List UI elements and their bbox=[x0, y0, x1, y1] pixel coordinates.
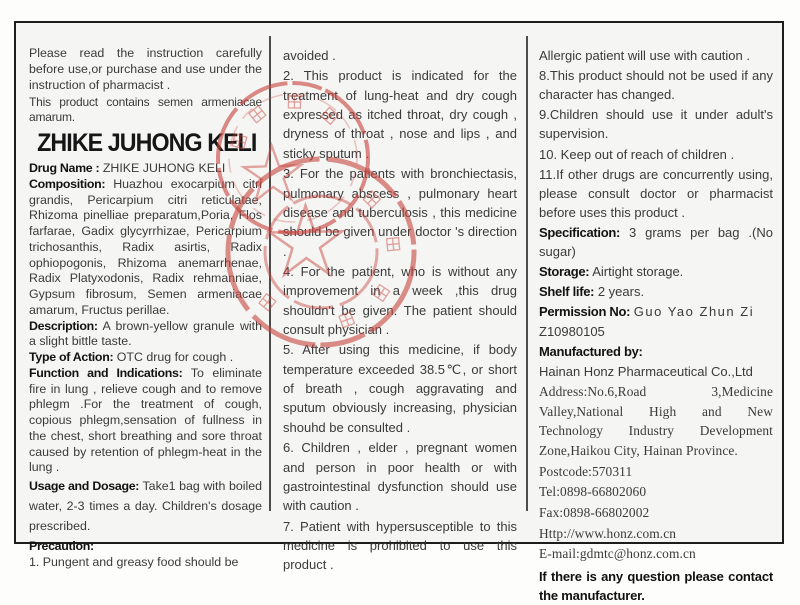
manufactured-by-label: Manufactured by: bbox=[539, 344, 643, 359]
usage-dosage-field bbox=[29, 476, 262, 536]
postcode-line: Postcode:570311 bbox=[539, 462, 773, 482]
manufacturer-name: Hainan Honz Pharmaceutical Co.,Ltd bbox=[539, 362, 773, 381]
permission-no-label: Permission No: bbox=[539, 304, 630, 319]
type-of-action-label: Type of Action: bbox=[29, 350, 113, 364]
precaution-item-7: 7. Patient with hypersusceptible to this medicine is prohibited to use this product . bbox=[283, 517, 517, 575]
precaution-item-5: 5. After using this medicine, if body temperature exceeded 38.5℃, or short of breath , cough aggravating and sputum obviously increasing, physician shouhd be consulted . bbox=[283, 340, 517, 437]
function-indications-label: Function and Indications: bbox=[29, 366, 182, 380]
description-text: A brown-yellow granule with a slight bittle taste. bbox=[29, 319, 262, 349]
fax-line: Fax:0898-66802002 bbox=[539, 503, 773, 523]
permission-no-number: Z10980105 bbox=[539, 324, 605, 339]
drug-name-field bbox=[29, 161, 262, 177]
description-label: Description: bbox=[29, 319, 98, 333]
permission-no-value: Guo Yao Zhun Zi bbox=[634, 304, 754, 319]
permission-no-field bbox=[539, 302, 773, 340]
precaution-item-11: 11.If other drugs are concurrently using, please consult doctor or pharmacist before uses this product . bbox=[539, 165, 773, 222]
manufactured-by-field bbox=[539, 342, 773, 361]
function-indications-field bbox=[29, 366, 262, 476]
specification-field bbox=[539, 223, 773, 261]
specification-label: Specification: bbox=[539, 225, 620, 240]
precaution-item-4: 4. For the patient, who is without any improvement in a week ,this drug shouldn't be given. The patient should consult physician . bbox=[283, 262, 517, 339]
contact-manufacturer-note: If there is any question please contact the manufacturer. bbox=[539, 567, 773, 605]
composition-text: Huazhou exocarpium citri grandis, Pericarpium citri reticulatae, Rhizoma pinelliae preparatum,Poria, Flos farfarae, Gadix glycyrrhizae, Pericarpium trichosanthis, Radix asirtis, Radix ophiopogonis, Rhizoma anemarrhenae, Radix Platyxodonis, Radix rehmanniae, Gypsum fibrosum, Semen armeniacae amarum, Fructus perillae. bbox=[29, 177, 262, 317]
description-field bbox=[29, 319, 262, 351]
precaution-item-6: 6. Children , elder , pregnant women and person in poor health or with gastrointestinal dysfunction should use with caution . bbox=[283, 438, 517, 515]
product-title: ZHIKE JUHONG KELI bbox=[37, 131, 254, 156]
type-of-action-field bbox=[29, 350, 262, 366]
shelf-life-field bbox=[539, 282, 773, 301]
intro-contains-note: This product contains semen armeniacae amarum. bbox=[29, 95, 262, 124]
intro-notice: Please read the instruction carefully before use,or purchase and use under the instruction of pharmacist . bbox=[29, 46, 262, 93]
column-middle bbox=[271, 23, 526, 542]
precaution-item-9: 9.Children should use it under adult's supervision. bbox=[539, 105, 773, 143]
precaution-item-3: 3. For the patients with bronchiectasis, pulmonary abscess , pulmonary heart disease and tuberculosis , this medicine should be given under doctor 's direction . bbox=[283, 164, 517, 261]
type-of-action-text: OTC drug for cough . bbox=[117, 350, 233, 364]
precaution-item-10: 10. Keep out of reach of children . bbox=[539, 145, 773, 164]
shelf-life-text: 2 years. bbox=[598, 284, 644, 299]
composition-label: Composition: bbox=[29, 177, 105, 191]
column-left bbox=[16, 23, 269, 542]
specification-text: 3 grams per bag .(No sugar) bbox=[539, 225, 773, 259]
shelf-life-label: Shelf life: bbox=[539, 284, 594, 299]
precaution-label: Precaution: bbox=[29, 539, 262, 555]
storage-text: Airtight storage. bbox=[592, 264, 683, 279]
column-right bbox=[528, 23, 782, 542]
usage-dosage-text: Take1 bag with boiled water, 2-3 times a day. Children's dosage prescribed. bbox=[29, 479, 262, 533]
website-line: Http://www.honz.com.cn bbox=[539, 524, 773, 544]
precaution-item-2: 2. This product is indicated for the treatment of lung-heat and dry cough expressed as itched throat, dry cough , dryness of throat , nose and lips , and sticky sputum . bbox=[283, 66, 517, 163]
drug-name-value: ZHIKE JUHONG KELI bbox=[103, 161, 226, 175]
precaution-item-8: 8.This product should not be used if any character has changed. bbox=[539, 66, 773, 104]
function-indications-text: To eliminate fire in lung , relieve cough and to remove phlegm .For the treatment of cough, copious phlegm,sensation of fullness in the chest, short breathing and sore throat caused by retention of phlegm-heat in the lung . bbox=[29, 366, 262, 475]
precaution-item-7-cont: Allergic patient will use with caution . bbox=[539, 46, 773, 65]
insert-sheet bbox=[14, 21, 784, 544]
manufacturer-address: Address:No.6,Road 3,Medicine Valley,National High and New Technology Industry Development Zone,Haikou City, Hainan Province. bbox=[539, 382, 773, 461]
precaution-item-1-cont: avoided . bbox=[283, 46, 517, 65]
drug-name-label: Drug Name : bbox=[29, 161, 99, 175]
storage-field bbox=[539, 262, 773, 281]
storage-label: Storage: bbox=[539, 264, 589, 279]
email-line: E-mail:gdmtc@honz.com.cn bbox=[539, 544, 773, 564]
tel-line: Tel:0898-66802060 bbox=[539, 482, 773, 502]
composition-field bbox=[29, 177, 262, 319]
precaution-item-1: 1. Pungent and greasy food should be bbox=[29, 555, 262, 571]
usage-dosage-label: Usage and Dosage: bbox=[29, 479, 139, 493]
